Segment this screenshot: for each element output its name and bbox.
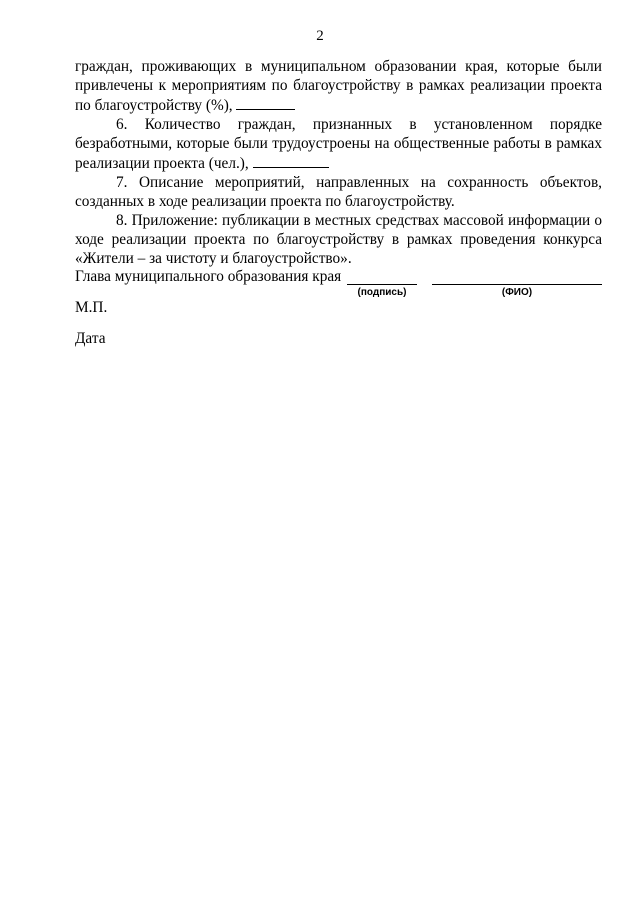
paragraph-attachment: 8. Приложение: публикации в местных средствах массовой информации о ходе реализации проекта по благоустройству в рамках проведения конкурса «Жители – за чистоту и благоустройство». [75,212,602,267]
signature-caption: (подпись) [357,287,407,298]
full-name-line [432,268,602,285]
document-body [75,57,602,268]
paragraph-text: граждан, проживающих в муниципальном образовании края, которые были привлечены к мероприятиям по благоустройству в рамках реализации проекта по благоустройству (%), [75,58,602,114]
full-name-caption: (ФИО) [501,287,533,298]
fill-in-blank [236,95,295,110]
signature-label: Глава муниципального образования края [75,268,342,285]
signature-block [75,268,602,308]
fill-in-blank [253,153,329,168]
paragraph-unemployed-count [75,115,602,173]
paragraph-text: 6. Количество граждан, признанных в установленном порядке безработными, которые были трудоустроены на общественные работы в рамках реализации проекта (чел.), [75,116,602,172]
signature-line [347,268,417,285]
stamp-label: М.П. [75,299,108,316]
paragraph-preservation-measures: 7. Описание мероприятий, направленных на сохранность объектов, созданных в ходе реализации проекта по благоустройству. [75,174,602,210]
page-number: 2 [316,28,324,44]
paragraph-citizens-involved [75,57,602,115]
date-label: Дата [75,330,106,347]
